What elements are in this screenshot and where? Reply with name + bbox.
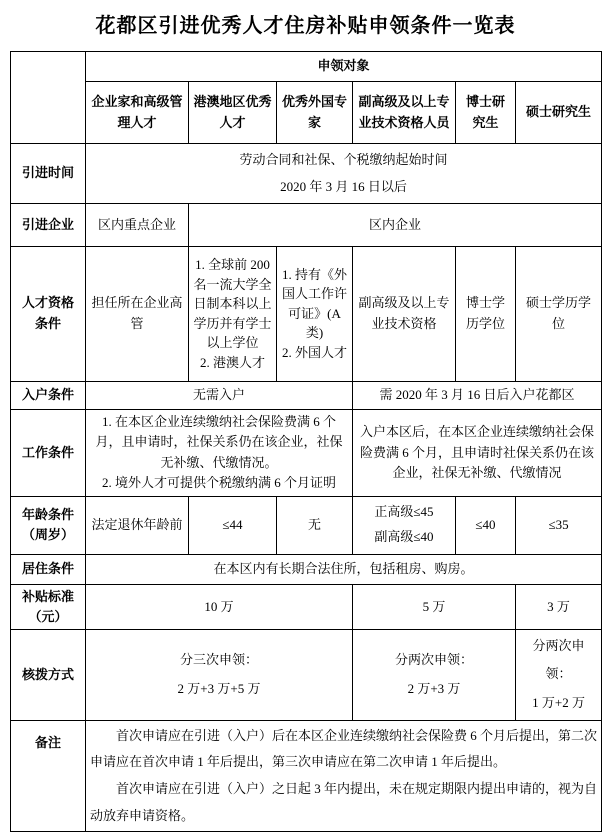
cell-key-enterprise: 区内重点企业 xyxy=(86,203,189,246)
row-disbursement xyxy=(11,629,602,720)
remarks-paragraph-2: 首次申请应在引进（入户）之日起 3 年内提出，未在规定期限内提出申请的，视为自动放弃申请资格。 xyxy=(90,780,598,823)
cell-disbursement-2 xyxy=(353,629,516,720)
header-col-hk-macau: 港澳地区优秀人才 xyxy=(189,82,277,144)
cell-qualification-senior: 副高级及以上专业技术资格 xyxy=(353,246,456,381)
age-senior-line1: 正高级≤45 xyxy=(374,504,434,520)
cell-age-foreign: 无 xyxy=(277,496,353,554)
subsidy-conditions-table xyxy=(10,51,602,832)
cell-qualification-master: 硕士学历学位 xyxy=(516,246,602,381)
age-label-line2: （周岁） xyxy=(21,527,74,543)
cell-age-senior xyxy=(353,496,456,554)
disbursement-3-line1: 分两次申领： xyxy=(532,637,585,682)
header-col-doctor: 博士研究生 xyxy=(456,82,516,144)
row-household xyxy=(11,381,602,409)
header-row-top xyxy=(11,52,602,82)
cell-intro-time-value xyxy=(86,144,602,204)
row-disbursement-label: 核拨方式 xyxy=(11,629,86,720)
qualification-hk-macau-item2: 2. 港澳人才 xyxy=(199,354,265,370)
header-row-columns xyxy=(11,82,602,144)
subsidy-label-line2: （元） xyxy=(28,608,68,624)
row-subsidy-label xyxy=(11,584,86,629)
row-household-label: 入户条件 xyxy=(11,381,86,409)
qualification-foreign-item2: 2. 外国人才 xyxy=(281,344,347,360)
row-intro-enterprise xyxy=(11,203,602,246)
cell-work-left xyxy=(86,409,353,496)
subsidy-label-line1: 补贴标准 xyxy=(21,588,74,604)
cell-age-master: ≤35 xyxy=(516,496,602,554)
cell-qualification-foreign xyxy=(277,246,353,381)
cell-qualification-hk-macau xyxy=(189,246,277,381)
row-remarks xyxy=(11,720,602,832)
work-left-item1: 1. 在本区企业连续缴纳社会保险费满 6 个月，且申请时，社保关系仍在该企业，社保无补缴、代缴情况。 xyxy=(95,414,343,470)
age-label-line1: 年龄条件 xyxy=(21,506,74,522)
cell-subsidy-amount3: 3 万 xyxy=(516,584,602,629)
header-col-entrepreneur: 企业家和高级管理人才 xyxy=(86,82,189,144)
cell-residence-value: 在本区内有长期合法住所，包括租房、购房。 xyxy=(86,554,602,584)
header-col-master: 硕士研究生 xyxy=(516,82,602,144)
cell-household-left: 无需入户 xyxy=(86,381,353,409)
cell-work-right: 入户本区后，在本区企业连续缴纳社会保险费满 6 个月，且申请时社保关系仍在该企业，社保无补缴、代缴情况 xyxy=(353,409,602,496)
cell-remarks-value xyxy=(86,720,602,832)
qualification-hk-macau-item1: 1. 全球前 200 名一流大学全日制本科以上学历并有学士以上学位 xyxy=(193,257,272,351)
cell-age-hk-macau: ≤44 xyxy=(189,496,277,554)
cell-district-enterprise: 区内企业 xyxy=(189,203,602,246)
cell-age-executive: 法定退休年龄前 xyxy=(86,496,189,554)
qualification-label-line1: 人才资格 xyxy=(21,295,74,311)
remarks-paragraph-1: 首次申请应在引进（入户）后在本区企业连续缴纳社会保险费 6 个月后提出，第二次申请应在首次申请 1 年后提出，第三次申请应在第二次申请 1 年后提出。 xyxy=(90,727,598,770)
row-qualification xyxy=(11,246,602,381)
cell-qualification-doctor: 博士学历学位 xyxy=(456,246,516,381)
disbursement-1-line2: 2 万+3 万+5 万 xyxy=(177,680,261,696)
corner-empty-cell xyxy=(11,52,86,144)
cell-subsidy-amount2: 5 万 xyxy=(353,584,516,629)
row-age xyxy=(11,496,602,554)
row-work xyxy=(11,409,602,496)
row-remarks-label: 备注 xyxy=(11,720,86,832)
qualification-label-line2: 条件 xyxy=(34,315,61,331)
cell-disbursement-1 xyxy=(86,629,353,720)
header-col-foreign-expert: 优秀外国专家 xyxy=(277,82,353,144)
row-subsidy xyxy=(11,584,602,629)
header-col-senior-title: 副高级及以上专业技术资格人员 xyxy=(353,82,456,144)
disbursement-2-line2: 2 万+3 万 xyxy=(407,680,461,696)
cell-age-doctor: ≤40 xyxy=(456,496,516,554)
intro-time-line2: 2020 年 3 月 16 日以后 xyxy=(280,179,407,195)
disbursement-3-line2: 1 万+2 万 xyxy=(532,695,585,711)
disbursement-2-line1: 分两次申领： xyxy=(394,652,473,668)
cell-subsidy-amount1: 10 万 xyxy=(86,584,353,629)
row-intro-time xyxy=(11,144,602,204)
cell-qualification-executive: 担任所在企业高管 xyxy=(86,246,189,381)
disbursement-1-line1: 分三次申领： xyxy=(179,652,258,668)
row-intro-enterprise-label: 引进企业 xyxy=(11,203,86,246)
row-age-label xyxy=(11,496,86,554)
cell-household-right: 需 2020 年 3 月 16 日后入户花都区 xyxy=(353,381,602,409)
age-senior-line2: 副高级≤40 xyxy=(374,529,434,545)
qualification-foreign-item1: 1. 持有《外国人工作许可证》(A 类) xyxy=(281,266,347,341)
header-applicants-cell: 申领对象 xyxy=(86,52,602,82)
work-left-item2: 2. 境外人才可提供个税缴纳满 6 个月证明 xyxy=(101,474,336,490)
intro-time-line1: 劳动合同和社保、个税缴纳起始时间 xyxy=(239,152,448,167)
row-work-label: 工作条件 xyxy=(11,409,86,496)
row-qualification-label xyxy=(11,246,86,381)
cell-disbursement-3 xyxy=(516,629,602,720)
row-residence xyxy=(11,554,602,584)
row-intro-time-label: 引进时间 xyxy=(11,144,86,204)
page-title: 花都区引进优秀人才住房补贴申领条件一览表 xyxy=(95,15,516,37)
row-residence-label: 居住条件 xyxy=(11,554,86,584)
